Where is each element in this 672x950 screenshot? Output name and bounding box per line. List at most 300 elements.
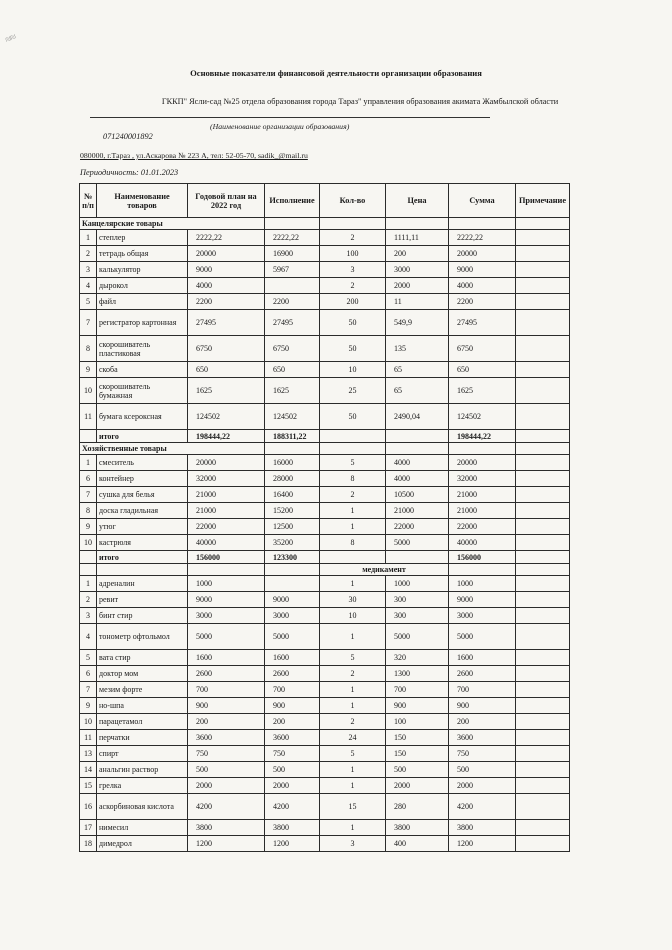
table-cell: 650 bbox=[265, 362, 320, 378]
table-cell: 17 bbox=[80, 820, 97, 836]
table-cell: 8 bbox=[80, 503, 97, 519]
table-cell bbox=[516, 310, 570, 336]
table-cell: мезим форте bbox=[97, 682, 188, 698]
table-cell: 16 bbox=[80, 794, 97, 820]
table-cell bbox=[386, 218, 449, 230]
table-cell: 1 bbox=[320, 820, 386, 836]
table-cell bbox=[80, 551, 97, 564]
table-cell: 3800 bbox=[188, 820, 265, 836]
total-cell: итого bbox=[97, 551, 188, 564]
table-cell: 6 bbox=[80, 666, 97, 682]
table-row bbox=[80, 294, 570, 310]
table-cell: 320 bbox=[386, 650, 449, 666]
table-cell: 2600 bbox=[265, 666, 320, 682]
table-row bbox=[80, 730, 570, 746]
table-cell: 2600 bbox=[188, 666, 265, 682]
table-cell: 1 bbox=[320, 778, 386, 794]
table-cell: 65 bbox=[386, 362, 449, 378]
table-cell bbox=[516, 836, 570, 852]
table-cell: 6 bbox=[80, 471, 97, 487]
table-cell: 15 bbox=[320, 794, 386, 820]
table-cell: 11 bbox=[80, 404, 97, 430]
table-cell bbox=[449, 218, 516, 230]
table-cell bbox=[516, 487, 570, 503]
table-cell bbox=[516, 666, 570, 682]
table-cell bbox=[516, 230, 570, 246]
table-cell: вата стир bbox=[97, 650, 188, 666]
table-cell: 4000 bbox=[449, 278, 516, 294]
table-cell: 9 bbox=[80, 698, 97, 714]
table-cell bbox=[516, 218, 570, 230]
table-cell bbox=[516, 503, 570, 519]
organization-underline bbox=[90, 117, 490, 118]
table-cell: 3 bbox=[80, 262, 97, 278]
table-cell: 1 bbox=[80, 455, 97, 471]
column-header: Примечание bbox=[516, 184, 570, 218]
table-header-row bbox=[80, 184, 570, 218]
table-row bbox=[80, 794, 570, 820]
table-cell: 1600 bbox=[188, 650, 265, 666]
table-cell: 1 bbox=[320, 698, 386, 714]
table-cell: 3600 bbox=[188, 730, 265, 746]
column-header: Наименование товаров bbox=[97, 184, 188, 218]
table-cell: 15 bbox=[80, 778, 97, 794]
table-cell: 2600 bbox=[449, 666, 516, 682]
column-header: № п/п bbox=[80, 184, 97, 218]
table-cell: 8 bbox=[80, 336, 97, 362]
table-cell: бумага ксероксная bbox=[97, 404, 188, 430]
table-cell: 4200 bbox=[449, 794, 516, 820]
total-cell bbox=[386, 430, 449, 443]
table-cell: 9 bbox=[80, 519, 97, 535]
table-cell: 50 bbox=[320, 336, 386, 362]
table-row bbox=[80, 762, 570, 778]
table-cell: 200 bbox=[449, 714, 516, 730]
table-cell: 11 bbox=[386, 294, 449, 310]
table-cell: 2 bbox=[320, 230, 386, 246]
table-row bbox=[80, 262, 570, 278]
table-cell: 21000 bbox=[449, 503, 516, 519]
table-row bbox=[80, 503, 570, 519]
table-cell: 15200 bbox=[265, 503, 320, 519]
table-cell: 9000 bbox=[188, 262, 265, 278]
table-cell: 21000 bbox=[188, 503, 265, 519]
table-cell: 150 bbox=[386, 730, 449, 746]
table-cell: 1600 bbox=[265, 650, 320, 666]
table-cell: 6750 bbox=[188, 336, 265, 362]
table-cell: 2200 bbox=[449, 294, 516, 310]
table-cell: 9000 bbox=[265, 592, 320, 608]
table-cell: тетрадь общая bbox=[97, 246, 188, 262]
table-row bbox=[80, 608, 570, 624]
table-row bbox=[80, 310, 570, 336]
total-cell: 123300 bbox=[265, 551, 320, 564]
table-cell: 2222,22 bbox=[449, 230, 516, 246]
table-cell: 500 bbox=[188, 762, 265, 778]
table-row bbox=[80, 820, 570, 836]
table-cell: 1 bbox=[80, 576, 97, 592]
table-cell: 400 bbox=[386, 836, 449, 852]
table-cell bbox=[516, 564, 570, 576]
table-row bbox=[80, 650, 570, 666]
table-cell: 20000 bbox=[188, 455, 265, 471]
table-cell: 32000 bbox=[449, 471, 516, 487]
table-cell: 10 bbox=[80, 714, 97, 730]
table-cell: грелка bbox=[97, 778, 188, 794]
finance-table bbox=[79, 183, 570, 852]
table-cell: 16400 bbox=[265, 487, 320, 503]
column-header: Годовой план на 2022 год bbox=[188, 184, 265, 218]
table-cell: ревит bbox=[97, 592, 188, 608]
table-cell: 3600 bbox=[265, 730, 320, 746]
table-cell: спирт bbox=[97, 746, 188, 762]
table-row bbox=[80, 246, 570, 262]
table-cell: 4000 bbox=[386, 471, 449, 487]
table-row bbox=[80, 746, 570, 762]
table-cell: 8 bbox=[320, 471, 386, 487]
table-cell bbox=[516, 336, 570, 362]
table-cell bbox=[516, 624, 570, 650]
table-cell: 27495 bbox=[188, 310, 265, 336]
table-cell: 500 bbox=[265, 762, 320, 778]
table-cell: 200 bbox=[265, 714, 320, 730]
table-cell: доска гладильная bbox=[97, 503, 188, 519]
table-cell bbox=[516, 262, 570, 278]
table-cell bbox=[516, 455, 570, 471]
table-cell: 27495 bbox=[449, 310, 516, 336]
table-cell bbox=[80, 564, 97, 576]
table-cell: скорошиватель бумажная bbox=[97, 378, 188, 404]
table-row bbox=[80, 714, 570, 730]
table-cell: 9000 bbox=[449, 262, 516, 278]
table-cell: адреналин bbox=[97, 576, 188, 592]
table-cell: 1 bbox=[80, 230, 97, 246]
table-cell: 1200 bbox=[265, 836, 320, 852]
table-cell: 135 bbox=[386, 336, 449, 362]
table-cell: 20000 bbox=[449, 455, 516, 471]
table-cell: 100 bbox=[386, 714, 449, 730]
table-cell: кастрюля bbox=[97, 535, 188, 551]
table-cell: 200 bbox=[320, 294, 386, 310]
table-cell: файл bbox=[97, 294, 188, 310]
table-cell: регистратор картонная bbox=[97, 310, 188, 336]
table-cell: 2 bbox=[80, 246, 97, 262]
table-cell: 124502 bbox=[449, 404, 516, 430]
table-cell: 5000 bbox=[265, 624, 320, 650]
table-row bbox=[80, 778, 570, 794]
table-cell: 1000 bbox=[449, 576, 516, 592]
table-cell: 28000 bbox=[265, 471, 320, 487]
table-cell: 900 bbox=[265, 698, 320, 714]
table-cell: 1625 bbox=[265, 378, 320, 404]
table-cell: 2490,04 bbox=[386, 404, 449, 430]
table-cell: 10 bbox=[80, 535, 97, 551]
table-cell: тонометр офтольмол bbox=[97, 624, 188, 650]
total-cell bbox=[516, 551, 570, 564]
table-cell bbox=[516, 471, 570, 487]
table-cell: 50 bbox=[320, 310, 386, 336]
table-cell: 21000 bbox=[386, 503, 449, 519]
table-cell: 124502 bbox=[188, 404, 265, 430]
table-cell bbox=[516, 404, 570, 430]
table-row bbox=[80, 487, 570, 503]
table-cell: перчатки bbox=[97, 730, 188, 746]
table-cell: доктор мом bbox=[97, 666, 188, 682]
table-row bbox=[80, 336, 570, 362]
table-cell: 1 bbox=[320, 503, 386, 519]
table-cell: 3 bbox=[320, 836, 386, 852]
section-row bbox=[80, 564, 570, 576]
table-cell bbox=[516, 820, 570, 836]
table-cell: 150 bbox=[386, 746, 449, 762]
table-cell: 300 bbox=[386, 608, 449, 624]
table-cell bbox=[449, 564, 516, 576]
section-row bbox=[80, 443, 570, 455]
table-cell: 10 bbox=[320, 608, 386, 624]
table-cell: 3 bbox=[80, 608, 97, 624]
table-row bbox=[80, 576, 570, 592]
table-cell: 2 bbox=[320, 714, 386, 730]
table-cell: 900 bbox=[386, 698, 449, 714]
table-cell bbox=[516, 576, 570, 592]
table-cell: 4200 bbox=[188, 794, 265, 820]
table-cell: 650 bbox=[188, 362, 265, 378]
table-row bbox=[80, 519, 570, 535]
table-cell: 1600 bbox=[449, 650, 516, 666]
organization-name: ГККП" Ясли-сад №25 отдела образования города Тараз" управления образования акимата Жамбылской области bbox=[161, 97, 559, 106]
table-cell bbox=[80, 430, 97, 443]
table-cell: 1200 bbox=[449, 836, 516, 852]
table-cell: 2000 bbox=[386, 278, 449, 294]
table-cell bbox=[386, 443, 449, 455]
table-cell: 3800 bbox=[265, 820, 320, 836]
table-cell: 5000 bbox=[386, 624, 449, 650]
table-cell: 4 bbox=[80, 278, 97, 294]
table-row bbox=[80, 682, 570, 698]
table-cell bbox=[516, 519, 570, 535]
table-cell bbox=[516, 650, 570, 666]
total-cell bbox=[516, 430, 570, 443]
table-cell: скоба bbox=[97, 362, 188, 378]
table-cell bbox=[265, 576, 320, 592]
table-cell bbox=[449, 443, 516, 455]
table-cell: 1625 bbox=[188, 378, 265, 404]
table-cell: 5 bbox=[320, 455, 386, 471]
table-cell bbox=[516, 778, 570, 794]
total-cell: 198444,22 bbox=[188, 430, 265, 443]
table-cell bbox=[516, 714, 570, 730]
table-cell: 7 bbox=[80, 487, 97, 503]
table-cell: 2222,22 bbox=[188, 230, 265, 246]
organization-caption: (Наименование организации образования) bbox=[210, 122, 350, 131]
table-cell: 1 bbox=[320, 762, 386, 778]
total-cell: 156000 bbox=[188, 551, 265, 564]
table-cell: 40000 bbox=[188, 535, 265, 551]
table-cell: 22000 bbox=[449, 519, 516, 535]
table-cell: 750 bbox=[188, 746, 265, 762]
table-cell: димедрол bbox=[97, 836, 188, 852]
table-cell: 18 bbox=[80, 836, 97, 852]
table-cell: 3600 bbox=[449, 730, 516, 746]
table-cell bbox=[516, 362, 570, 378]
table-row bbox=[80, 230, 570, 246]
table-cell: 6750 bbox=[265, 336, 320, 362]
table-cell: 2 bbox=[80, 592, 97, 608]
table-cell: 7 bbox=[80, 310, 97, 336]
table-cell bbox=[516, 746, 570, 762]
section-title: Хозяйственные товары bbox=[80, 443, 265, 455]
total-cell bbox=[320, 551, 386, 564]
table-cell: 21000 bbox=[188, 487, 265, 503]
table-cell: 20000 bbox=[188, 246, 265, 262]
table-row bbox=[80, 698, 570, 714]
table-cell bbox=[516, 535, 570, 551]
table-cell: 900 bbox=[449, 698, 516, 714]
table-cell: 50 bbox=[320, 404, 386, 430]
table-cell bbox=[265, 564, 320, 576]
table-cell: сушка для белья bbox=[97, 487, 188, 503]
table-cell: 700 bbox=[386, 682, 449, 698]
table-cell: 2000 bbox=[449, 778, 516, 794]
table-cell: парацетамол bbox=[97, 714, 188, 730]
table-cell bbox=[265, 443, 320, 455]
table-cell: 5000 bbox=[449, 624, 516, 650]
table-cell: 2222,22 bbox=[265, 230, 320, 246]
table-cell bbox=[516, 443, 570, 455]
table-cell: 1 bbox=[320, 624, 386, 650]
table-cell: 1 bbox=[320, 682, 386, 698]
table-cell: 1000 bbox=[188, 576, 265, 592]
table-cell: 1 bbox=[320, 576, 386, 592]
table-cell: 2 bbox=[320, 278, 386, 294]
table-cell: 3 bbox=[320, 262, 386, 278]
table-cell: 40000 bbox=[449, 535, 516, 551]
table-cell: 124502 bbox=[265, 404, 320, 430]
table-cell: утюг bbox=[97, 519, 188, 535]
total-row bbox=[80, 551, 570, 564]
table-cell: 3000 bbox=[386, 262, 449, 278]
total-row bbox=[80, 430, 570, 443]
table-row bbox=[80, 378, 570, 404]
table-cell: 6750 bbox=[449, 336, 516, 362]
scan-mark: ≈≈ bbox=[3, 31, 18, 47]
table-cell: 700 bbox=[188, 682, 265, 698]
table-cell bbox=[265, 278, 320, 294]
table-row bbox=[80, 278, 570, 294]
total-cell: 188311,22 bbox=[265, 430, 320, 443]
table-cell: 1625 bbox=[449, 378, 516, 404]
table-cell: 500 bbox=[386, 762, 449, 778]
table-cell: 22000 bbox=[188, 519, 265, 535]
table-cell: 2000 bbox=[386, 778, 449, 794]
table-cell: скорошиватель пластиковая bbox=[97, 336, 188, 362]
column-header: Кол-во bbox=[320, 184, 386, 218]
table-cell: 3000 bbox=[265, 608, 320, 624]
table-cell: 5 bbox=[320, 650, 386, 666]
section-title: Канцелярские товары bbox=[80, 218, 265, 230]
table-cell bbox=[516, 246, 570, 262]
table-cell: 9 bbox=[80, 362, 97, 378]
table-cell: 7 bbox=[80, 682, 97, 698]
table-cell: 24 bbox=[320, 730, 386, 746]
table-cell: 8 bbox=[320, 535, 386, 551]
column-header: Цена bbox=[386, 184, 449, 218]
table-row bbox=[80, 404, 570, 430]
total-cell bbox=[386, 551, 449, 564]
table-cell: 3000 bbox=[449, 608, 516, 624]
table-cell: 65 bbox=[386, 378, 449, 404]
table-cell: 21000 bbox=[449, 487, 516, 503]
table-cell: 1000 bbox=[386, 576, 449, 592]
table-cell: 200 bbox=[188, 714, 265, 730]
table-cell: 2 bbox=[320, 666, 386, 682]
table-cell bbox=[516, 682, 570, 698]
table-cell: 650 bbox=[449, 362, 516, 378]
table-cell bbox=[516, 698, 570, 714]
total-cell bbox=[320, 430, 386, 443]
table-cell bbox=[516, 762, 570, 778]
table-row bbox=[80, 455, 570, 471]
table-cell: 5 bbox=[80, 294, 97, 310]
table-cell: 10500 bbox=[386, 487, 449, 503]
total-cell: 198444,22 bbox=[449, 430, 516, 443]
table-cell: 13 bbox=[80, 746, 97, 762]
table-cell bbox=[188, 564, 265, 576]
table-cell: 100 bbox=[320, 246, 386, 262]
table-cell: 280 bbox=[386, 794, 449, 820]
table-cell: 3000 bbox=[188, 608, 265, 624]
table-cell bbox=[516, 294, 570, 310]
table-cell: 549,9 bbox=[386, 310, 449, 336]
table-cell bbox=[516, 794, 570, 820]
table-cell: 20000 bbox=[449, 246, 516, 262]
table-cell: но-шпа bbox=[97, 698, 188, 714]
table-cell: 1300 bbox=[386, 666, 449, 682]
table-cell: 900 bbox=[188, 698, 265, 714]
table-cell: 500 bbox=[449, 762, 516, 778]
table-cell: 4 bbox=[80, 624, 97, 650]
table-cell: контейнер bbox=[97, 471, 188, 487]
table-cell: 22000 bbox=[386, 519, 449, 535]
table-cell: 27495 bbox=[265, 310, 320, 336]
table-cell: 5000 bbox=[386, 535, 449, 551]
table-cell: 2200 bbox=[188, 294, 265, 310]
table-cell: нимесил bbox=[97, 820, 188, 836]
table-cell bbox=[320, 218, 386, 230]
table-cell: аскорбиновая кислота bbox=[97, 794, 188, 820]
column-header: Исполнение bbox=[265, 184, 320, 218]
table-row bbox=[80, 535, 570, 551]
table-cell: 1111,11 bbox=[386, 230, 449, 246]
table-cell: 2000 bbox=[188, 778, 265, 794]
table-cell: калькулятор bbox=[97, 262, 188, 278]
document-title: Основные показатели финансовой деятельности организации образования bbox=[190, 68, 482, 78]
table-cell: 14 bbox=[80, 762, 97, 778]
table-cell: 32000 bbox=[188, 471, 265, 487]
table-cell bbox=[320, 443, 386, 455]
table-row bbox=[80, 592, 570, 608]
table-cell: 16000 bbox=[265, 455, 320, 471]
table-cell: 9000 bbox=[449, 592, 516, 608]
table-cell bbox=[97, 564, 188, 576]
table-cell: 12500 bbox=[265, 519, 320, 535]
table-cell: 3800 bbox=[449, 820, 516, 836]
table-cell: 200 bbox=[386, 246, 449, 262]
table-cell: степлер bbox=[97, 230, 188, 246]
table-row bbox=[80, 836, 570, 852]
table-cell: 5 bbox=[320, 746, 386, 762]
table-cell bbox=[516, 730, 570, 746]
